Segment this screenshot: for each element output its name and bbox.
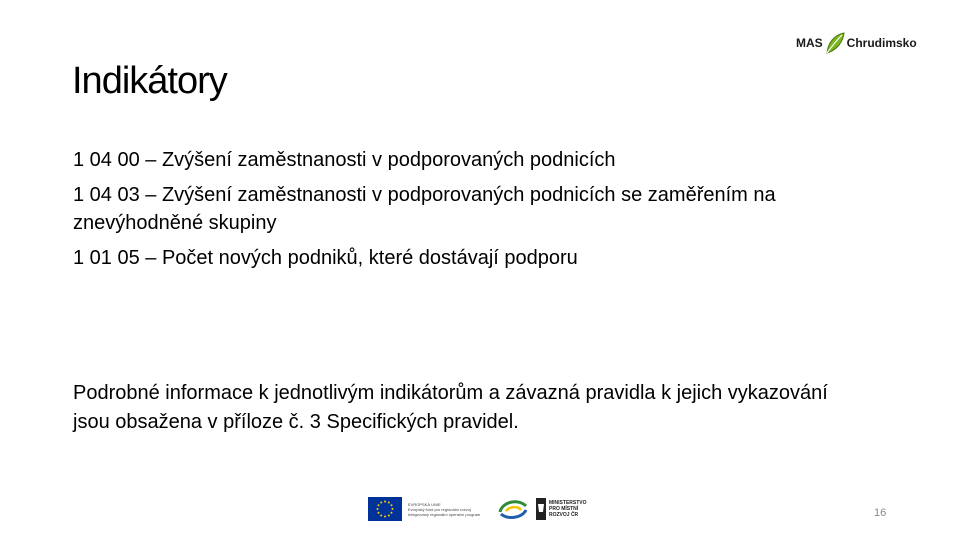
ministry-logo [536,498,587,520]
indicator-item: 1 04 03 – Zvýšení zaměstnanosti v podporovaných podnicích se zaměřením na znevýhodněné skupiny [73,184,776,234]
ministry-caption: MINISTERSTVO PRO MÍSTNÍ ROZVOJ ČR [549,500,587,518]
page-title: Indikátory [72,60,227,102]
ministry-emblem-icon [536,498,546,520]
indicator-list [73,146,833,279]
footer-logos [368,494,587,524]
indicator-item: 1 01 05 – Počet nových podniků, které dostávají podporu [73,247,578,269]
eu-flag-icon [368,497,402,521]
mas-chrudimsko-logo [796,30,917,56]
indicator-item: 1 04 00 – Zvýšení zaměstnanosti v podporovaných podnicích [73,149,616,171]
note-paragraph: Podrobné informace k jednotlivým indikátorům a závazná pravidla k jejich vykazování jsou obsažena v příloze č. 3 Specifických pravidel. [73,382,828,433]
eu-caption: EVROPSKÁ UNIE Evropský fond pro regionální rozvoj Integrovaný regionální operační program [408,501,481,517]
page-number: 16 [874,507,887,519]
leaf-icon [824,31,846,55]
iprop-swirl-icon [496,496,530,522]
logo-left-text: MAS [796,36,823,50]
logo-right-text: Chrudimsko [846,36,917,50]
